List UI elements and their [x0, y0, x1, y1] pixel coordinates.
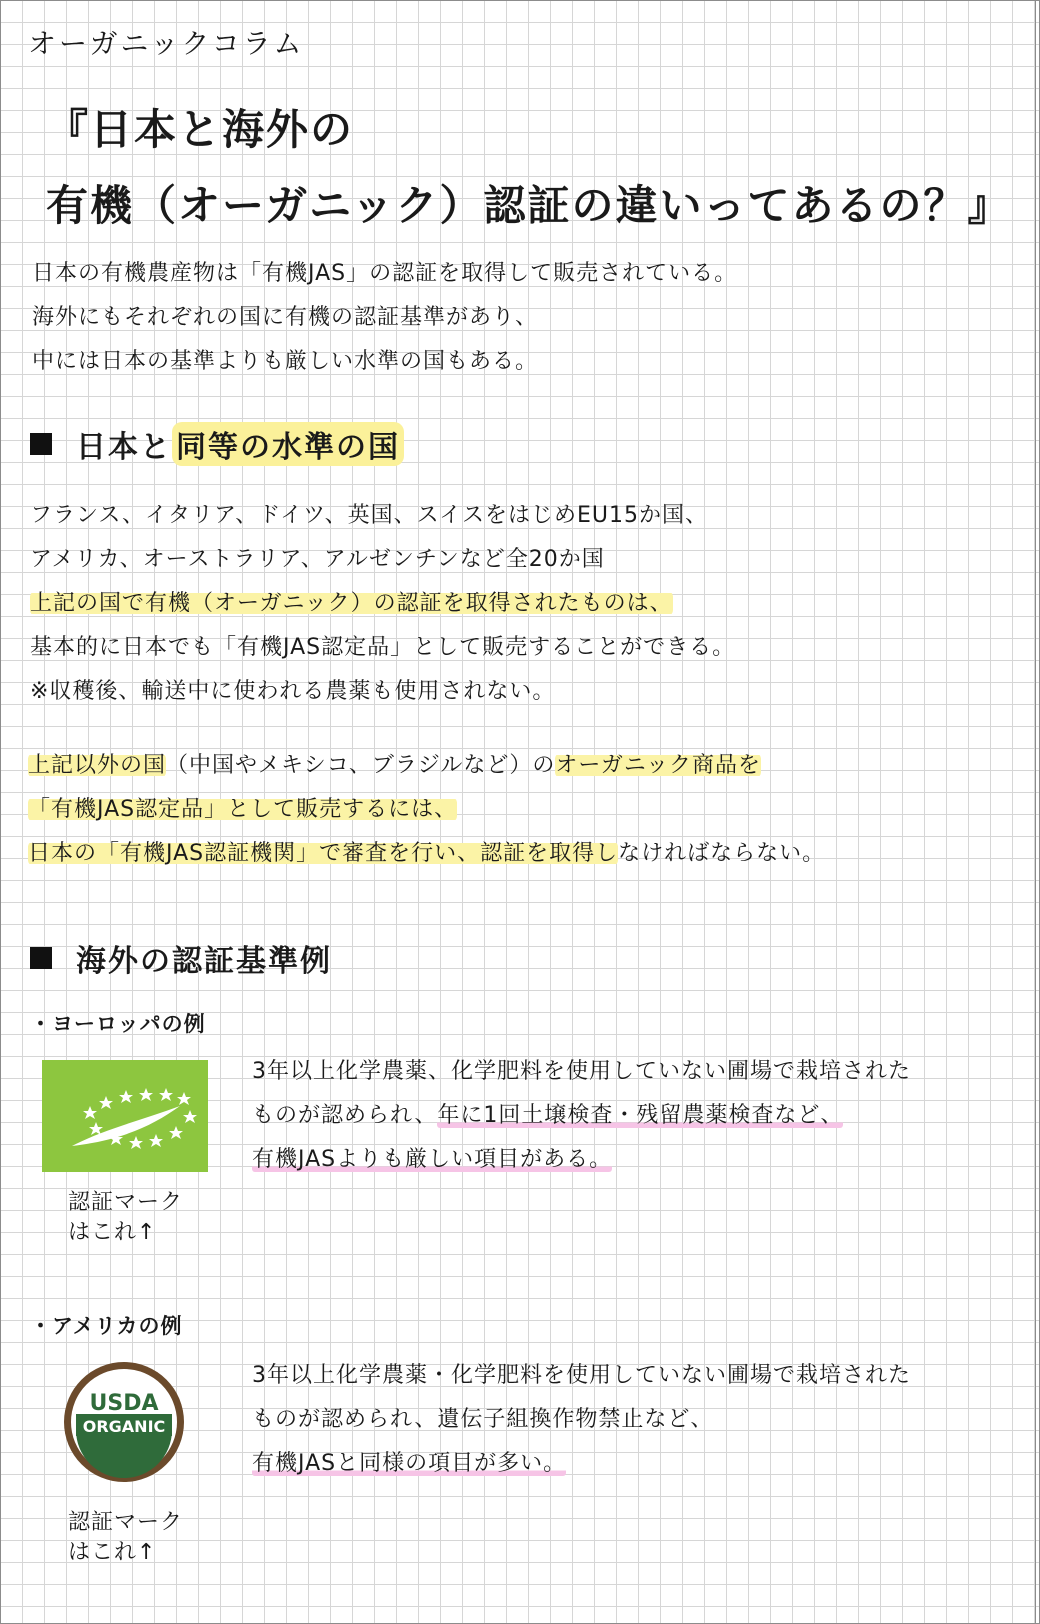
pink-underline-text: 年に1回土壌検査・残留農薬検査など、 [437, 1103, 844, 1128]
page-title-line1: 『日本と海外の [46, 105, 355, 154]
usda-seal-icon [62, 1360, 186, 1484]
section-title-equivalent: 日本と 同等の水準の国 [30, 422, 404, 466]
intro-line: 海外にもそれぞれの国に有機の認証基準があり、 [32, 305, 539, 330]
eu-organic-logo [42, 1060, 208, 1172]
pink-underline-text: 有機JASよりも厳しい項目がある。 [252, 1147, 613, 1172]
section-title-overseas: 海外の認証基準例 [30, 936, 332, 980]
square-bullet-icon [30, 433, 52, 455]
margin-line [1035, 0, 1036, 1624]
section1-paragraph2: 上記以外の国（中国やメキシコ、ブラジルなど）のオーガニック商品を 「有機JAS認定品」として販売するには、 日本の「有機JAS認証機関」で審査を行い、認証を取得しなければならない。 [28, 753, 826, 866]
column-title: オーガニックコラム [28, 27, 305, 60]
america-description: 3年以上化学農薬・化学肥料を使用していない圃場で栽培された ものが認められ、遺伝子組換作物禁止など、 有機JASと同様の項目が多い。 [252, 1363, 911, 1476]
highlighted-text: 上記の国で有機（オーガニック）の認証を取得されたものは、 [30, 591, 673, 616]
page-title [46, 92, 1011, 244]
section1-paragraph1: フランス、イタリア、ドイツ、英国、スイスをはじめEU15か国、 アメリカ、オーストラリア、アルゼンチンなど全20か国 上記の国で有機（オーガニック）の認証を取得されたものは、 基本的に日本でも「有機JAS認定品」として販売することができる。 ※収穫後、輸送中に使われる農薬も使用されない。 [30, 503, 736, 704]
pink-underline-text: 有機JASと同様の項目が多い。 [252, 1451, 567, 1476]
europe-label: ・ヨーロッパの例 [30, 1012, 206, 1036]
intro-line: 中には日本の基準よりも厳しい水準の国もある。 [32, 349, 539, 374]
usda-logo-bottom-text: ORGANIC [82, 1417, 166, 1436]
america-mark-caption: 認証マーク はこれ↑ [68, 1510, 184, 1565]
page-title-line2: 有機（オーガニック）認証の違いってあるの？』 [46, 181, 1012, 230]
intro-paragraph [32, 252, 737, 384]
intro-line: 日本の有機農産物は「有機JAS」の認証を取得して販売されている。 [32, 261, 738, 286]
title-highlight: 同等の水準の国 [172, 422, 404, 466]
america-label: ・アメリカの例 [30, 1314, 183, 1338]
eu-leaf-stars-icon [42, 1060, 208, 1172]
europe-mark-caption: 認証マーク はこれ↑ [68, 1190, 184, 1245]
usda-logo-top-text: USDA [89, 1391, 159, 1416]
europe-description: 3年以上化学農薬、化学肥料を使用していない圃場で栽培された ものが認められ、年に1回土壌検査・残留農薬検査など、 有機JASよりも厳しい項目がある。 [252, 1059, 911, 1172]
usda-organic-logo [62, 1360, 186, 1484]
square-bullet-icon [30, 947, 52, 969]
